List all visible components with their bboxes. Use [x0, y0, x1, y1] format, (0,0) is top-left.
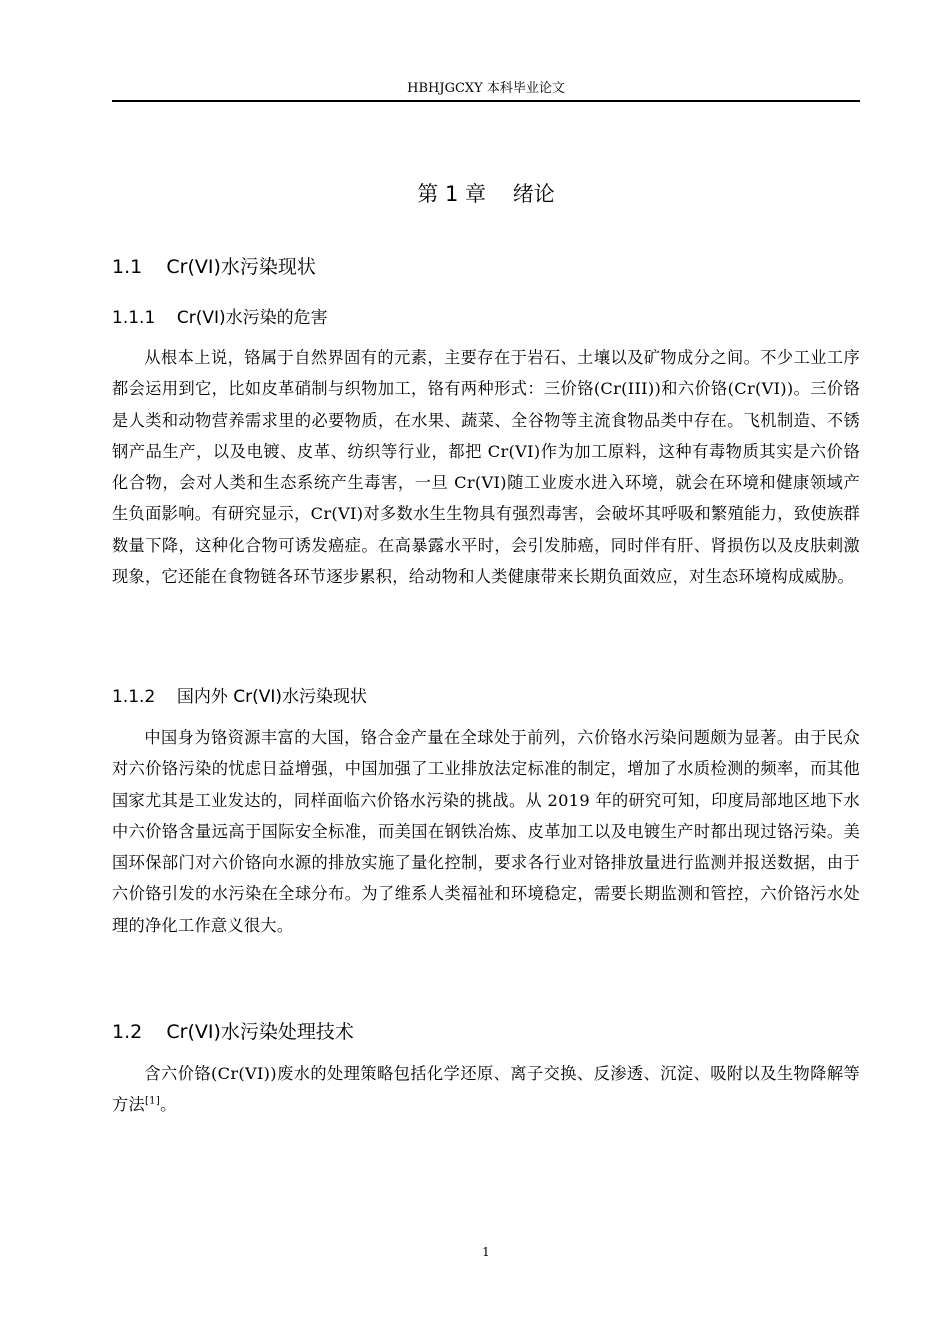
- subsection-heading-1-1-2: 1.1.2 国内外 Cr(VI)水污染现状: [112, 687, 368, 707]
- paragraph-cr-hazards: 从根本上说，铬属于自然界固有的元素，主要存在于岩石、土壤以及矿物成分之间。不少工业工序都会运用到它，比如皮革硝制与织物加工，铬有两种形式：三价铬(Cr(III))和六价铬(Cr(VI))。三价铬是人类和动物营养需求里的必要物质，在水果、蔬菜、全谷物等主流食物品类中存在。飞机制造、不锈钢产品生产，以及电镀、皮革、纺织等行业，都把 Cr(VI)作为加工原料，这种有毒物质其实是六价铬化合物，会对人类和生态系统产生毒害，一旦 Cr(VI)随工业废水进入环境，就会在环境和健康领域产生负面影响。有研究显示，Cr(VI)对多数水生生物具有强烈毒害，会破坏其呼吸和繁殖能力，致使族群数量下降，这种化合物可诱发癌症。在高暴露水平时，会引发肺癌，同时伴有肝、肾损伤以及皮肤刺激现象，它还能在食物链各环节逐步累积，给动物和人类健康带来长期负面效应，对生态环境构成威胁。: [112, 348, 860, 587]
- subsection-heading-1-1-1: 1.1.1 Cr(VI)水污染的危害: [112, 308, 328, 328]
- header-rule: [112, 100, 860, 102]
- citation-ref[interactable]: [1]: [144, 1095, 161, 1107]
- paragraph-cr-pollution-status: 中国身为铬资源丰富的大国，铬合金产量在全球处于前列，六价铬水污染问题颇为显著。由于民众对六价铬污染的忧虑日益增强，中国加强了工业排放法定标准的制定，增加了水质检测的频率，而其他国家尤其是工业发达的，同样面临六价铬水污染的挑战。从 2019 年的研究可知，印度局部地区地下水中六价铬含量远高于国际安全标准，而美国在钢铁冶炼、皮革加工以及电镀生产时都出现过铬污染。美国环保部门对六价铬向水源的排放实施了量化控制，要求各行业对铬排放量进行监测并报送数据，由于六价铬引发的水污染在全球分布。为了维系人类福祉和环境稳定，需要长期监测和管控，六价铬污水处理的净化工作意义很大。: [112, 728, 860, 935]
- paragraph-treatment-end: 。: [160, 1095, 177, 1115]
- page-number: 1: [482, 1245, 490, 1259]
- paragraph-treatment-methods: [112, 1058, 860, 1121]
- section-heading-1-1: 1.1 Cr(VI)水污染现状: [112, 256, 316, 278]
- running-header: HBHJGCXY 本科毕业论文: [407, 81, 565, 96]
- section-heading-1-2: 1.2 Cr(VI)水污染处理技术: [112, 1021, 354, 1043]
- chapter-title: 第 1 章 绪论: [417, 182, 555, 206]
- paragraph-treatment-text: 含六价铬(Cr(VI))废水的处理策略包括化学还原、离子交换、反渗透、沉淀、吸附以及生物降解等方法: [112, 1064, 860, 1115]
